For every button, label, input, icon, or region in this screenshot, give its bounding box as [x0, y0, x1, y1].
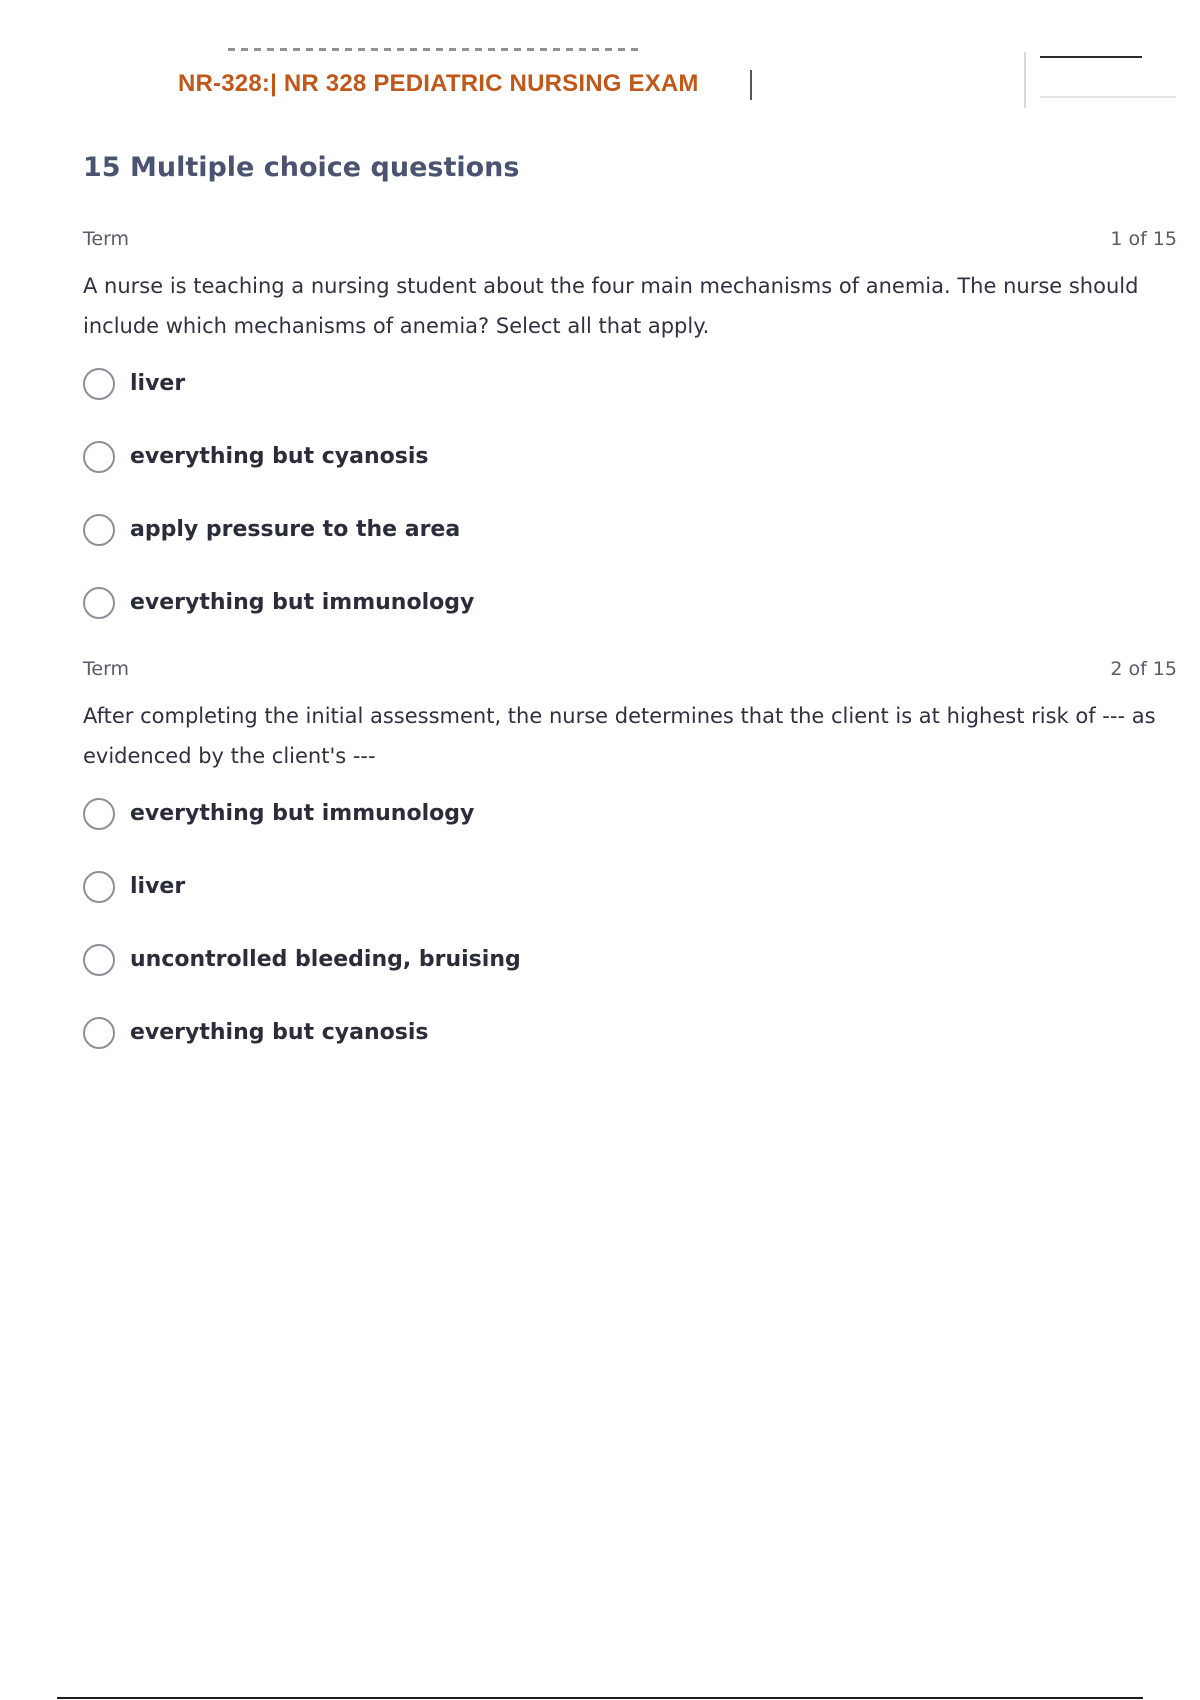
- answer-option[interactable]: [83, 512, 1177, 585]
- radio-button-icon[interactable]: [83, 514, 115, 546]
- radio-button-icon[interactable]: [83, 871, 115, 903]
- corner-top-rule: [1040, 56, 1142, 58]
- question-meta: [83, 658, 1177, 686]
- answer-option[interactable]: [83, 585, 1177, 658]
- answer-option-label: everything but cyanosis: [130, 444, 429, 469]
- header-corner-box: [1024, 52, 1176, 108]
- answer-option[interactable]: [83, 869, 1177, 942]
- question-card-2: [83, 658, 1177, 1088]
- corner-left-rule: [1024, 52, 1026, 108]
- answer-option-label: everything but immunology: [130, 590, 475, 615]
- radio-button-icon[interactable]: [83, 587, 115, 619]
- term-label: Term: [83, 228, 130, 250]
- question-card-1: [83, 228, 1177, 658]
- answer-option[interactable]: [83, 439, 1177, 512]
- question-counter: 1 of 15: [1110, 228, 1177, 250]
- radio-button-icon[interactable]: [83, 441, 115, 473]
- answer-option-label: everything but immunology: [130, 801, 475, 826]
- answer-option-label: everything but cyanosis: [130, 1020, 429, 1045]
- answer-option-label: uncontrolled bleeding, bruising: [130, 947, 521, 972]
- answer-option[interactable]: [83, 942, 1177, 1015]
- cropped-text-line: [228, 48, 638, 51]
- answer-options: [83, 366, 1177, 658]
- exam-title: NR-328:| NR 328 PEDIATRIC NURSING EXAM: [178, 70, 699, 97]
- answer-option[interactable]: [83, 1015, 1177, 1088]
- answer-option-label: apply pressure to the area: [130, 517, 461, 542]
- answer-option-label: liver: [130, 874, 186, 899]
- section-title: 15 Multiple choice questions: [83, 152, 520, 183]
- answer-options: [83, 796, 1177, 1088]
- radio-button-icon[interactable]: [83, 798, 115, 830]
- answer-option[interactable]: [83, 796, 1177, 869]
- page-header: [0, 0, 1200, 120]
- corner-bottom-rule: [1040, 96, 1176, 98]
- question-meta: [83, 228, 1177, 256]
- question-text: A nurse is teaching a nursing student about the four main mechanisms of anemia. The nurse should include which mechanisms of anemia? Select all that apply.: [83, 274, 1139, 338]
- term-label: Term: [83, 658, 130, 680]
- radio-button-icon[interactable]: [83, 1017, 115, 1049]
- page-bottom-rule: [57, 1697, 1143, 1699]
- answer-option-label: liver: [130, 371, 186, 396]
- question-counter: 2 of 15: [1110, 658, 1177, 680]
- radio-button-icon[interactable]: [83, 944, 115, 976]
- text-cursor: [750, 70, 752, 100]
- radio-button-icon[interactable]: [83, 368, 115, 400]
- answer-option[interactable]: [83, 366, 1177, 439]
- question-text: After completing the initial assessment, the nurse determines that the client is at highest risk of --- as evidenced by the client's ---: [83, 704, 1156, 768]
